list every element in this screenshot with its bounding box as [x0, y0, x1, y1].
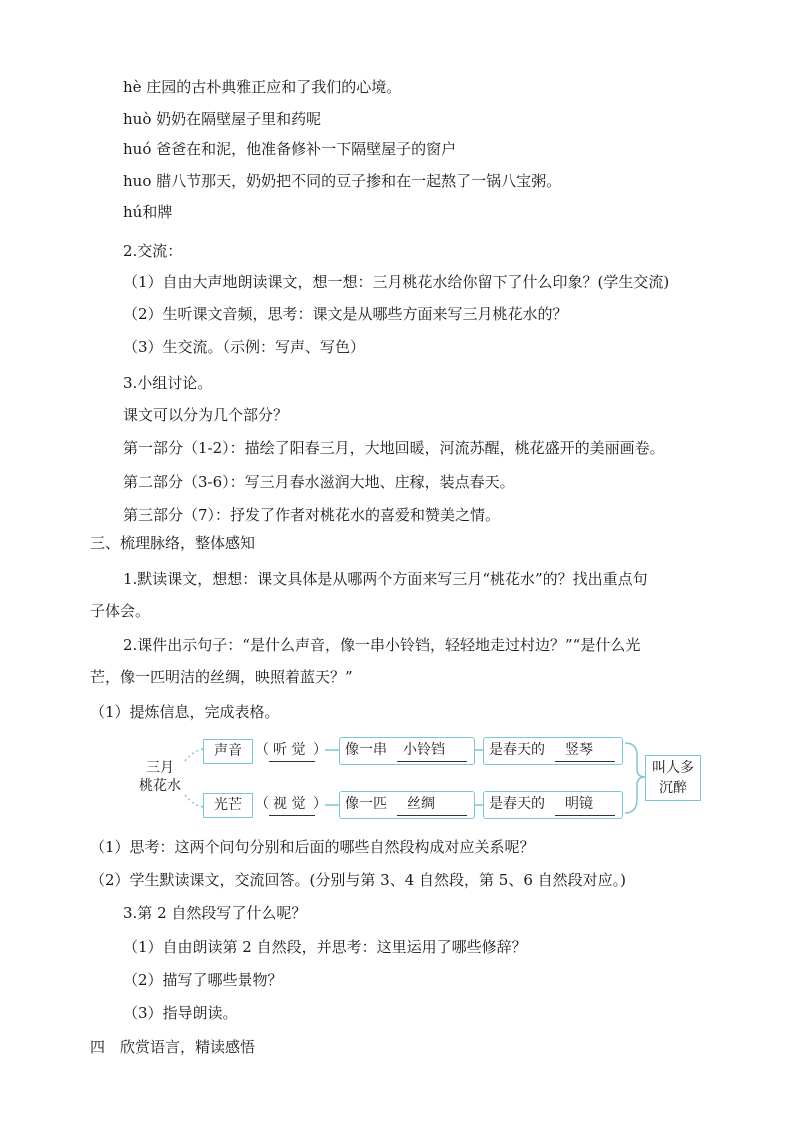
sense-hearing: 听 觉 — [273, 742, 306, 758]
step-3-paragraph-2: 3.第 2 自然段写了什么呢？ — [123, 904, 307, 922]
discussion-question: 课文可以分为几个部分？ — [123, 406, 289, 424]
pinyin-line-he: hè 庄园的古朴典雅正应和了我们的心境。 — [123, 78, 402, 96]
paragraph-2-item-2: （2）描写了哪些景物？ — [123, 971, 283, 989]
courseware-sentence: 2.课件出示句子：“是什么声音，像一串小铃铛，轻轻地走过村边？”“是什么光 — [123, 636, 641, 654]
pinyin-line-hu: hú和牌 — [123, 203, 173, 221]
sense-bracket-close: ） — [313, 742, 327, 758]
part-3: 第三部分（7）：抒发了作者对桃花水的喜爱和赞美之情。 — [123, 506, 501, 524]
sense-bracket-open-2: （ — [255, 796, 269, 812]
courseware-sentence-cont: 芒，像一匹明洁的丝绸，映照着蓝天？” — [90, 668, 353, 686]
pinyin-line-huo: huo 腊八节那天，奶奶把不同的豆子掺和在一起熬了一锅八宝粥。 — [123, 172, 562, 190]
simile-prefix-2: 像一匹 — [345, 796, 387, 812]
sense-hearing-underline — [269, 761, 315, 762]
section-4-heading: 四 欣赏语言，精读感悟 — [90, 1038, 256, 1056]
light-box: 光芒 — [203, 793, 253, 818]
think-question: （1）思考：这两个问句分别和后面的哪些自然段构成对应关系呢？ — [90, 838, 535, 856]
extract-info-task: （1）提炼信息，完成表格。 — [90, 703, 280, 721]
part-2: 第二部分（3-6）：写三月春水滋润大地、庄稼，装点春天。 — [123, 473, 515, 491]
exchange-item-3: （3）生交流。（示例：写声、写色） — [123, 338, 366, 356]
exchange-item-2: （2）生听课文音频，思考：课文是从哪些方面来写三月桃花水的？ — [123, 305, 568, 323]
paragraph-2-item-1: （1）自由朗读第 2 自然段，并思考：这里运用了哪些修辞？ — [123, 938, 527, 956]
peach-blossom-water-diagram — [125, 733, 705, 823]
pinyin-line-huo4: huò 奶奶在隔壁屋子里和药呢 — [123, 110, 322, 128]
sense-sight: 视 觉 — [273, 796, 306, 812]
simile-prefix-1: 像一串 — [345, 742, 387, 758]
metaphor-underline-2 — [555, 815, 615, 816]
paragraph-2-item-3: （3）指导朗读。 — [123, 1004, 238, 1022]
exchange-item-1: （1）自由大声地朗读课文，想一想：三月桃花水给你留下了什么印象？(学生交流) — [123, 273, 670, 291]
result-box: 叫人多沉醉 — [645, 755, 701, 801]
simile-underline-1 — [397, 761, 467, 762]
student-answer: （2）学生默读课文，交流回答。(分别与第 3、4 自然段，第 5、6 自然段对应。) — [90, 871, 626, 889]
metaphor-answer-1: 竖琴 — [565, 742, 593, 758]
pinyin-line-huo2: huó 爸爸在和泥，他准备修补一下隔壁屋子的窗户 — [123, 140, 457, 158]
step-2-exchange: 2.交流： — [123, 242, 183, 260]
sense-sight-underline — [269, 815, 315, 816]
metaphor-underline-1 — [555, 761, 615, 762]
diagram-title-line1: 三月 — [146, 760, 174, 776]
simile-underline-2 — [397, 815, 467, 816]
metaphor-answer-2: 明镜 — [565, 796, 593, 812]
step-3-group-discussion: 3.小组讨论。 — [123, 374, 213, 392]
diagram-title-line2: 桃花水 — [139, 778, 181, 794]
simile-answer-2: 丝绸 — [407, 796, 435, 812]
metaphor-prefix-1: 是春天的 — [489, 742, 545, 758]
sound-box: 声音 — [203, 739, 253, 764]
sense-bracket-close-2: ） — [313, 796, 327, 812]
silent-reading-task: 1.默读课文，想想：课文具体是从哪两个方面来写三月“桃花水”的？找出重点句 — [123, 570, 648, 588]
part-1: 第一部分（1-2）：描绘了阳春三月，大地回暖，河流苏醒，桃花盛开的美丽画卷。 — [123, 439, 665, 457]
simile-answer-1: 小铃铛 — [403, 742, 445, 758]
section-3-heading: 三、梳理脉络，整体感知 — [90, 534, 256, 552]
metaphor-prefix-2: 是春天的 — [489, 796, 545, 812]
silent-reading-task-cont: 子体会。 — [90, 602, 151, 620]
sense-bracket-open: （ — [255, 742, 269, 758]
